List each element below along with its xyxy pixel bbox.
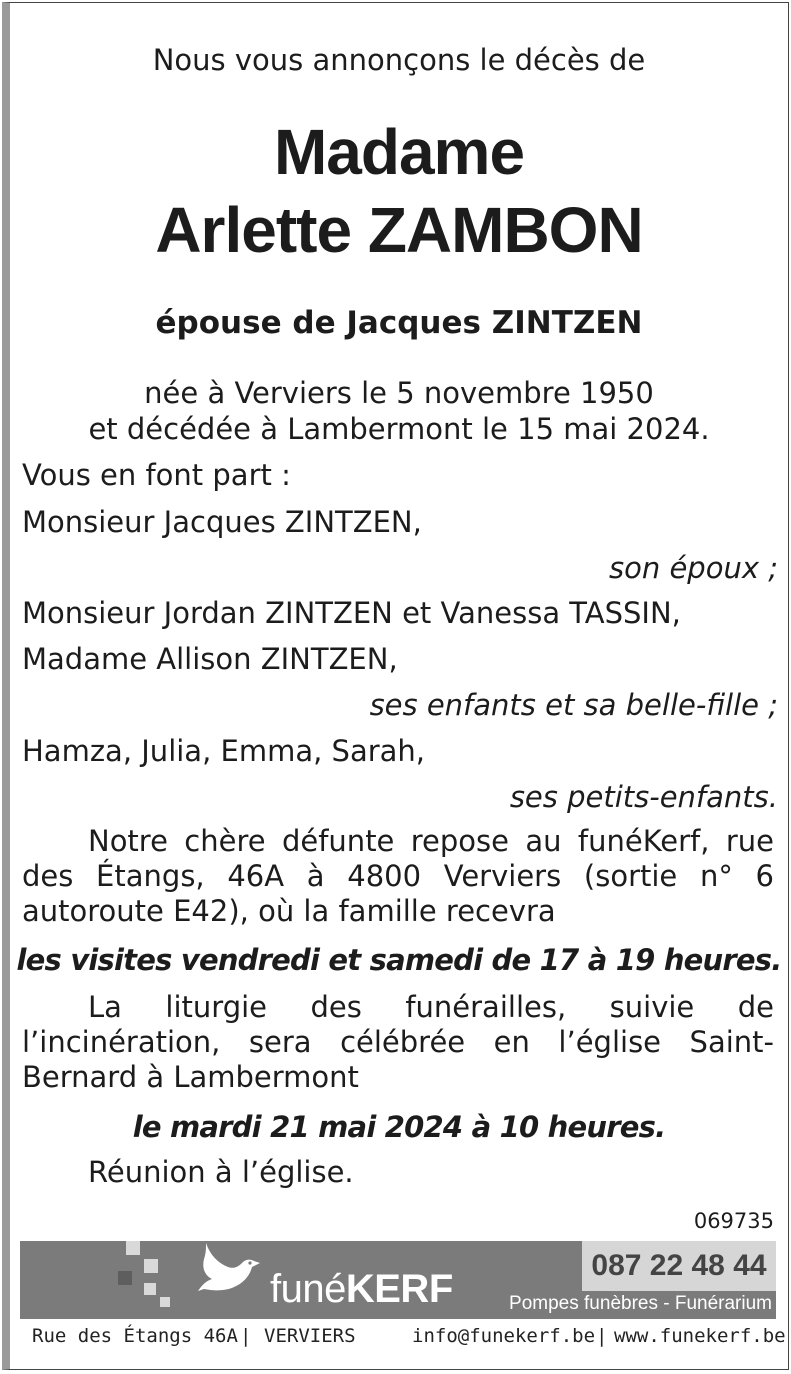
death-notice xyxy=(2,2,789,1370)
footer-separator: | xyxy=(596,1325,608,1347)
deceased-title: Madame xyxy=(273,116,525,188)
deceased-name: Arlette ZAMBON xyxy=(155,194,643,266)
family-name: Hamza, Julia, Emma, Sarah, xyxy=(22,734,426,768)
brand-light: funé xyxy=(270,1267,346,1311)
decorative-square xyxy=(144,1283,156,1295)
decorative-square xyxy=(160,1297,170,1307)
footer-email[interactable]: info@funekerf.be xyxy=(412,1325,596,1347)
footer-separator: | xyxy=(240,1325,252,1347)
intro-line: Nous vous annonçons le décès de xyxy=(152,43,646,77)
phone-number: 087 22 48 44 xyxy=(582,1241,776,1291)
birth-line: née à Verviers le 5 novembre 1950 xyxy=(144,376,654,410)
family-name: Monsieur Jacques ZINTZEN, xyxy=(22,505,422,539)
brand-bold: KERF xyxy=(345,1267,453,1311)
liturgy-date-line: le mardi 21 mai 2024 à 10 heures. xyxy=(132,1110,666,1144)
footer-website[interactable]: www.funekerf.be xyxy=(614,1325,786,1347)
decorative-square xyxy=(144,1259,158,1273)
reference-number: 069735 xyxy=(693,1209,774,1233)
footer-address: Rue des Étangs 46A xyxy=(32,1325,238,1347)
family-relation: ses petits-enfants. xyxy=(509,780,778,814)
tagline: Pompes funèbres - Funérarium xyxy=(509,1293,772,1314)
liturgy-paragraph: La liturgie des funérailles, suivie de l’incinération, sera célébrée en l’église Saint-Bernard à Lambermont xyxy=(22,990,774,1094)
dove-logo-icon xyxy=(188,1241,268,1311)
family-name: Madame Allison ZINTZEN, xyxy=(22,642,398,676)
meeting-line: Réunion à l’église. xyxy=(88,1155,354,1189)
brand-logo xyxy=(270,1267,453,1312)
family-relation: son époux ; xyxy=(609,551,778,585)
decorative-square xyxy=(118,1271,132,1285)
decorative-square xyxy=(126,1241,140,1255)
rest-paragraph: Notre chère défunte repose au funéKerf, rue des Étangs, 46A à 4800 Verviers (sortie n° 6 autoroute E42), où la famille recevra xyxy=(22,824,774,928)
family-relation: ses enfants et sa belle-fille ; xyxy=(369,688,778,722)
visits-line: les visites vendredi et samedi de 17 à 19 heures. xyxy=(16,943,782,977)
family-name: Monsieur Jordan ZINTZEN et Vanessa TASSIN, xyxy=(22,596,681,630)
announce-line: Vous en font part : xyxy=(22,458,291,492)
spouse-line: épouse de Jacques ZINTZEN xyxy=(155,305,643,341)
funeral-home-banner xyxy=(20,1241,776,1319)
death-line: et décédée à Lambermont le 15 mai 2024. xyxy=(88,412,710,446)
footer-city: VERVIERS xyxy=(264,1325,356,1347)
